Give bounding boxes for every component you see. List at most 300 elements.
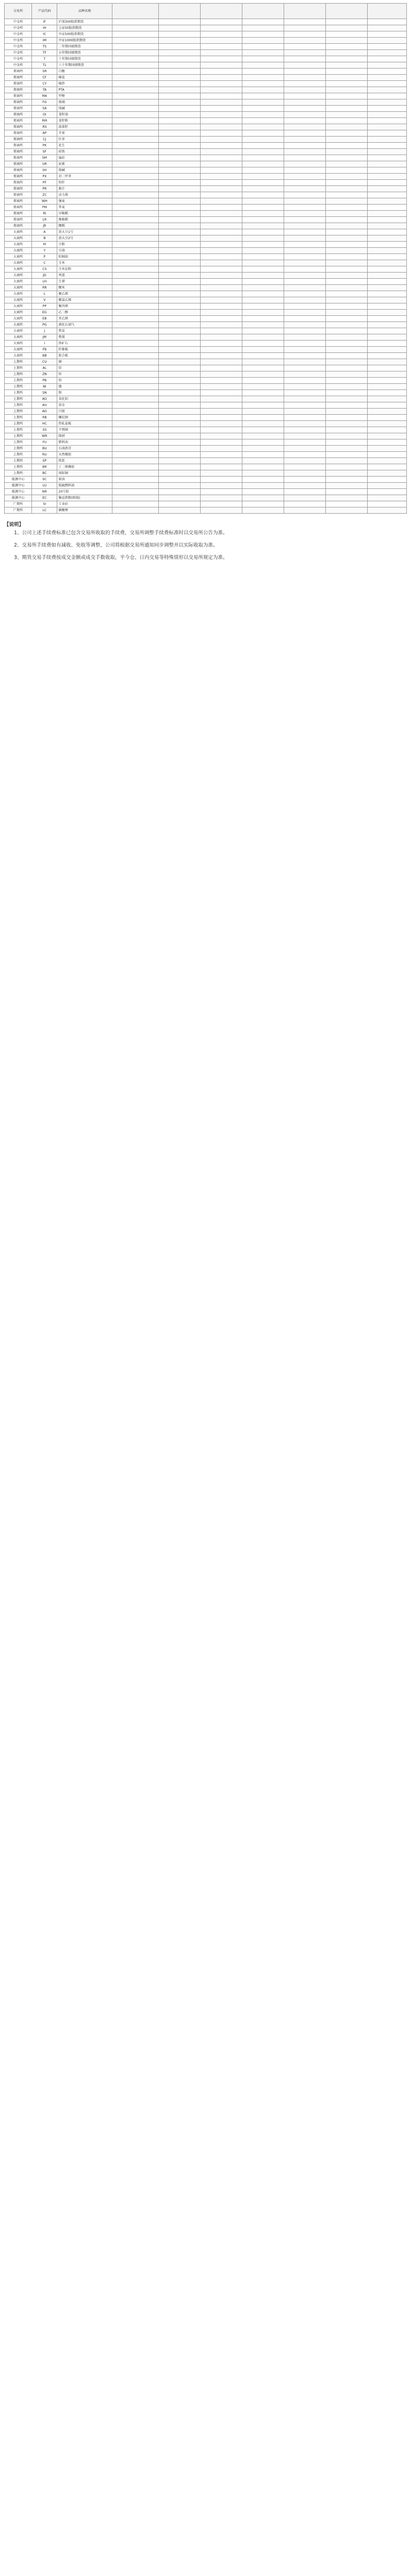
table-cell: [200, 192, 242, 198]
table-row: [5, 341, 407, 347]
table-cell: [284, 477, 326, 483]
table-cell: [112, 470, 159, 477]
table-cell: [326, 303, 368, 310]
table-cell: [368, 347, 407, 353]
table-cell: [368, 69, 407, 75]
table-cell: 中金所: [5, 62, 32, 69]
table-cell: OI: [32, 112, 57, 118]
table-row: [5, 106, 407, 112]
table-cell: [158, 409, 200, 415]
table-cell: [368, 87, 407, 93]
table-cell: [112, 310, 159, 316]
table-cell: CJ: [32, 137, 57, 143]
column-header: [242, 4, 284, 19]
table-cell: [112, 211, 159, 217]
table-cell: RR: [32, 285, 57, 291]
table-cell: 热轧卷板: [57, 421, 112, 427]
table-cell: ZN: [32, 371, 57, 378]
table-cell: [112, 384, 159, 390]
table-body: [5, 19, 407, 514]
table-cell: [200, 186, 242, 192]
table-cell: [284, 155, 326, 161]
table-cell: [242, 396, 284, 402]
table-cell: 能源中心: [5, 483, 32, 489]
table-cell: [284, 112, 326, 118]
table-cell: [284, 378, 326, 384]
table-row: [5, 464, 407, 470]
table-row: [5, 198, 407, 205]
table-cell: EB: [32, 316, 57, 322]
table-cell: [242, 25, 284, 31]
table-cell: [284, 44, 326, 50]
table-cell: [200, 229, 242, 235]
table-cell: [200, 353, 242, 359]
table-cell: 大商所: [5, 322, 32, 328]
table-cell: [112, 483, 159, 489]
table-cell: [200, 93, 242, 99]
table-cell: [284, 25, 326, 31]
table-cell: [112, 180, 159, 186]
table-row: [5, 415, 407, 421]
table-cell: [112, 439, 159, 446]
note-item: 3、期货交易手续费按成交金额或成交手数收取，平今仓、日内交易等特殊情形以交易所规定为准。: [14, 555, 228, 561]
table-cell: SI: [32, 501, 57, 507]
table-cell: 郑商所: [5, 149, 32, 155]
table-cell: PP: [32, 303, 57, 310]
table-cell: [112, 433, 159, 439]
table-cell: 中证1000股指期货: [57, 38, 112, 44]
table-cell: [200, 87, 242, 93]
table-row: [5, 452, 407, 458]
table-cell: 郑商所: [5, 192, 32, 198]
table-cell: JR: [32, 223, 57, 229]
table-cell: [112, 198, 159, 205]
table-cell: [200, 297, 242, 303]
table-cell: [158, 273, 200, 279]
table-row: [5, 62, 407, 69]
table-cell: [368, 56, 407, 62]
table-cell: [200, 421, 242, 427]
table-cell: 上期所: [5, 402, 32, 409]
table-cell: [284, 248, 326, 254]
table-cell: [326, 347, 368, 353]
table-cell: [242, 507, 284, 514]
table-cell: [112, 149, 159, 155]
table-cell: 尿素: [57, 161, 112, 167]
table-cell: RS: [32, 124, 57, 130]
table-cell: 铅: [57, 378, 112, 384]
table-cell: [200, 439, 242, 446]
table-cell: [158, 439, 200, 446]
table-cell: [200, 310, 242, 316]
table-cell: [368, 483, 407, 489]
table-row: [5, 328, 407, 334]
table-row: [5, 273, 407, 279]
table-row: [5, 149, 407, 155]
table-cell: 郑商所: [5, 118, 32, 124]
table-cell: [242, 279, 284, 285]
table-cell: [112, 217, 159, 223]
table-cell: 上期所: [5, 452, 32, 458]
table-cell: [284, 303, 326, 310]
table-cell: [200, 99, 242, 106]
table-cell: [242, 38, 284, 44]
table-cell: 油菜籽: [57, 124, 112, 130]
table-cell: [112, 402, 159, 409]
table-cell: [112, 50, 159, 56]
table-cell: 郑商所: [5, 99, 32, 106]
table-cell: [158, 38, 200, 44]
table-cell: 铁矿石: [57, 341, 112, 347]
table-cell: [284, 62, 326, 69]
table-cell: EG: [32, 310, 57, 316]
table-cell: NR: [32, 489, 57, 495]
table-cell: [158, 242, 200, 248]
table-cell: [368, 334, 407, 341]
table-cell: [284, 353, 326, 359]
table-cell: [158, 427, 200, 433]
table-cell: [112, 409, 159, 415]
table-cell: [158, 99, 200, 106]
table-cell: [200, 180, 242, 186]
table-cell: [158, 378, 200, 384]
table-cell: [242, 260, 284, 266]
table-row: [5, 446, 407, 452]
table-cell: [326, 235, 368, 242]
table-cell: [368, 285, 407, 291]
table-cell: [326, 421, 368, 427]
table-cell: [112, 31, 159, 38]
table-cell: [284, 211, 326, 217]
table-cell: [368, 396, 407, 402]
table-cell: [368, 452, 407, 458]
table-row: [5, 137, 407, 143]
table-cell: 红枣: [57, 137, 112, 143]
table-cell: 郑商所: [5, 186, 32, 192]
table-cell: [368, 390, 407, 396]
table-cell: SC: [32, 477, 57, 483]
table-cell: [112, 124, 159, 130]
table-cell: [158, 279, 200, 285]
table-cell: FU: [32, 439, 57, 446]
table-cell: [200, 384, 242, 390]
table-cell: SS: [32, 427, 57, 433]
table-row: [5, 235, 407, 242]
table-cell: [158, 167, 200, 174]
table-cell: [326, 149, 368, 155]
table-cell: 动力煤: [57, 192, 112, 198]
table-cell: [284, 415, 326, 421]
table-cell: [158, 198, 200, 205]
table-cell: 聚乙烯: [57, 291, 112, 297]
table-cell: [284, 427, 326, 433]
table-cell: [112, 155, 159, 161]
table-cell: [200, 334, 242, 341]
table-cell: 集运指数(欧线): [57, 495, 112, 501]
table-cell: L: [32, 291, 57, 297]
table-cell: [158, 137, 200, 143]
table-row: [5, 359, 407, 365]
table-cell: 大商所: [5, 310, 32, 316]
table-cell: [284, 341, 326, 347]
table-cell: [158, 155, 200, 161]
note-item: 2、交易所手续费如有减收、免收等调整，公司将根据交易所通知同步调整并以实际收取为准。: [14, 543, 218, 548]
table-cell: [242, 322, 284, 328]
table-cell: [242, 130, 284, 137]
table-cell: 粳米: [57, 285, 112, 291]
table-cell: 棉纱: [57, 81, 112, 87]
table-cell: [326, 452, 368, 458]
table-cell: 上期所: [5, 464, 32, 470]
table-cell: 中金所: [5, 19, 32, 25]
table-cell: [200, 112, 242, 118]
table-cell: [326, 396, 368, 402]
table-cell: SM: [32, 155, 57, 161]
table-cell: [242, 75, 284, 81]
table-row: [5, 50, 407, 56]
table-cell: 上期所: [5, 409, 32, 415]
table-cell: [158, 415, 200, 421]
table-cell: [158, 260, 200, 266]
table-cell: [242, 341, 284, 347]
table-cell: [158, 211, 200, 217]
table-cell: [368, 242, 407, 248]
table-cell: 苹果: [57, 130, 112, 137]
table-cell: 广期所: [5, 501, 32, 507]
table-cell: [326, 390, 368, 396]
table-cell: [158, 483, 200, 489]
table-row: [5, 477, 407, 483]
table-cell: [158, 446, 200, 452]
table-cell: [326, 483, 368, 489]
table-cell: [158, 75, 200, 81]
table-cell: [242, 371, 284, 378]
table-cell: [112, 347, 159, 353]
table-cell: 铜: [57, 359, 112, 365]
table-row: [5, 161, 407, 167]
table-row: [5, 38, 407, 44]
table-cell: [200, 266, 242, 273]
table-cell: [158, 285, 200, 291]
table-cell: [242, 452, 284, 458]
table-cell: [284, 137, 326, 143]
table-cell: WR: [32, 433, 57, 439]
table-cell: [368, 31, 407, 38]
table-cell: [242, 106, 284, 112]
table-cell: 郑商所: [5, 137, 32, 143]
table-cell: [368, 254, 407, 260]
table-cell: 20号胶: [57, 489, 112, 495]
table-cell: [200, 433, 242, 439]
table-row: [5, 69, 407, 75]
table-cell: [112, 99, 159, 106]
table-cell: [368, 167, 407, 174]
table-cell: [200, 365, 242, 371]
table-cell: [326, 415, 368, 421]
table-cell: [284, 254, 326, 260]
table-cell: [112, 359, 159, 365]
column-header: [326, 4, 368, 19]
table-cell: 镍: [57, 384, 112, 390]
table-cell: [158, 161, 200, 167]
table-cell: CF: [32, 75, 57, 81]
table-cell: 粳稻: [57, 223, 112, 229]
table-cell: [112, 62, 159, 69]
table-cell: 黄金: [57, 402, 112, 409]
table-row: [5, 56, 407, 62]
table-cell: [112, 235, 159, 242]
table-cell: [200, 396, 242, 402]
table-row: [5, 254, 407, 260]
table-cell: 纤维板: [57, 347, 112, 353]
table-cell: [284, 143, 326, 149]
table-row: [5, 501, 407, 507]
table-cell: [112, 205, 159, 211]
table-cell: [200, 390, 242, 396]
table-cell: 中金所: [5, 38, 32, 44]
table-cell: [326, 217, 368, 223]
table-cell: [284, 167, 326, 174]
table-cell: 郑商所: [5, 106, 32, 112]
table-cell: BU: [32, 446, 57, 452]
table-cell: [200, 273, 242, 279]
table-cell: [242, 174, 284, 180]
table-cell: 玉米淀粉: [57, 266, 112, 273]
table-cell: T: [32, 56, 57, 62]
table-cell: [112, 378, 159, 384]
table-cell: [284, 223, 326, 229]
table-cell: NI: [32, 384, 57, 390]
table-cell: [326, 254, 368, 260]
table-cell: [368, 291, 407, 297]
table-cell: [200, 161, 242, 167]
table-cell: [326, 353, 368, 359]
table-cell: [326, 371, 368, 378]
table-cell: [242, 56, 284, 62]
table-cell: [158, 452, 200, 458]
table-cell: [200, 371, 242, 378]
table-cell: [284, 217, 326, 223]
table-cell: [284, 409, 326, 415]
table-cell: [242, 328, 284, 334]
table-row: [5, 155, 407, 161]
table-cell: [284, 87, 326, 93]
table-cell: [158, 118, 200, 124]
table-cell: 上期所: [5, 396, 32, 402]
table-cell: [326, 44, 368, 50]
table-cell: [112, 192, 159, 198]
table-cell: FB: [32, 347, 57, 353]
table-cell: [158, 266, 200, 273]
table-cell: [200, 205, 242, 211]
table-cell: [200, 130, 242, 137]
table-cell: [368, 365, 407, 371]
table-cell: [326, 322, 368, 328]
table-cell: 十年期国债期货: [57, 56, 112, 62]
table-row: [5, 260, 407, 266]
table-cell: 上期所: [5, 470, 32, 477]
table-cell: AU: [32, 402, 57, 409]
table-cell: [112, 167, 159, 174]
table-cell: [326, 174, 368, 180]
fee-table: [4, 3, 407, 514]
table-cell: [158, 458, 200, 464]
table-cell: [284, 507, 326, 514]
table-cell: [242, 427, 284, 433]
table-cell: [242, 19, 284, 25]
table-cell: 上期所: [5, 384, 32, 390]
table-cell: [326, 99, 368, 106]
table-cell: [112, 421, 159, 427]
table-cell: [368, 439, 407, 446]
table-cell: 上期所: [5, 378, 32, 384]
table-cell: [368, 266, 407, 273]
table-cell: IF: [32, 19, 57, 25]
table-cell: [200, 211, 242, 217]
table-cell: [158, 180, 200, 186]
table-cell: [326, 334, 368, 341]
table-cell: 低硫燃料油: [57, 483, 112, 489]
table-cell: [326, 62, 368, 69]
table-row: [5, 396, 407, 402]
table-cell: [368, 155, 407, 161]
table-cell: [200, 347, 242, 353]
table-cell: [158, 291, 200, 297]
table-cell: [326, 25, 368, 31]
table-cell: [112, 279, 159, 285]
table-cell: [158, 347, 200, 353]
table-cell: [284, 390, 326, 396]
table-cell: [200, 477, 242, 483]
table-cell: [284, 279, 326, 285]
table-cell: 纯碱: [57, 106, 112, 112]
table-cell: [200, 198, 242, 205]
table-row: [5, 483, 407, 489]
table-cell: [158, 87, 200, 93]
table-cell: [112, 69, 159, 75]
table-cell: [200, 303, 242, 310]
table-cell: 上证50股指期货: [57, 25, 112, 31]
table-cell: [242, 167, 284, 174]
table-cell: 液化石油气: [57, 322, 112, 328]
table-cell: [284, 99, 326, 106]
table-row: [5, 81, 407, 87]
table-cell: [200, 155, 242, 161]
table-cell: [368, 248, 407, 254]
table-cell: 乙二醇: [57, 310, 112, 316]
table-cell: 广期所: [5, 507, 32, 514]
table-cell: [112, 495, 159, 501]
table-cell: [158, 297, 200, 303]
table-cell: [284, 149, 326, 155]
table-cell: [368, 19, 407, 25]
table-cell: [326, 402, 368, 409]
column-header: [112, 4, 159, 19]
table-row: [5, 223, 407, 229]
table-cell: [200, 446, 242, 452]
table-cell: [112, 118, 159, 124]
table-cell: [368, 75, 407, 81]
table-cell: [242, 483, 284, 489]
table-cell: [368, 192, 407, 198]
table-row: [5, 439, 407, 446]
table-cell: [326, 143, 368, 149]
table-cell: [326, 433, 368, 439]
table-cell: 棕榈油: [57, 254, 112, 260]
table-cell: 中金所: [5, 50, 32, 56]
table-cell: [112, 334, 159, 341]
table-cell: 鸡蛋: [57, 273, 112, 279]
